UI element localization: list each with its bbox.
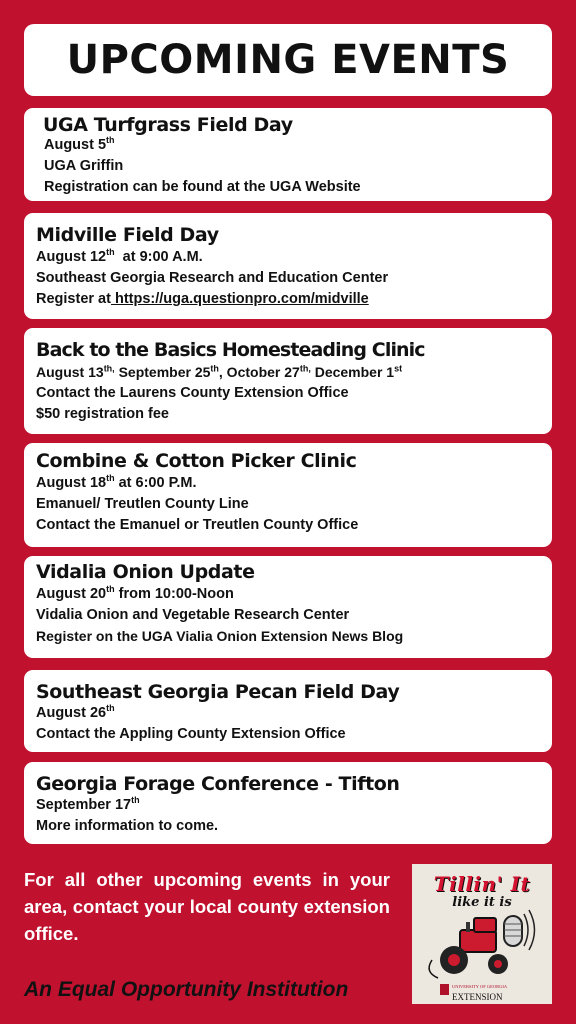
podcast-logo xyxy=(412,864,552,1004)
event-detail: Contact the Appling County Extension Office xyxy=(36,726,346,742)
event-date: August 20th from 10:00-Noon xyxy=(36,584,234,602)
page-title: UPCOMING EVENTS xyxy=(66,37,510,83)
event-title: Southeast Georgia Pecan Field Day xyxy=(36,681,400,703)
event-date: August 5th xyxy=(44,135,115,153)
event-card-homesteading xyxy=(24,328,552,434)
event-title: Midville Field Day xyxy=(36,224,219,246)
event-card-midville xyxy=(24,213,552,319)
event-date: August 18th at 6:00 P.M. xyxy=(36,473,197,491)
event-card-pecan xyxy=(24,670,552,752)
equal-opportunity-text: An Equal Opportunity Institution xyxy=(24,978,349,1001)
event-detail: Register on the UGA Vialia Onion Extension News Blog xyxy=(36,628,404,644)
event-detail: UGA Griffin xyxy=(44,158,124,174)
event-date: September 17th xyxy=(36,795,140,813)
event-detail: Southeast Georgia Research and Education Center xyxy=(36,270,389,286)
uga-extension-logo: UNIVERSITY OF GEORGIA EXTENSION xyxy=(452,984,508,1002)
register-link[interactable]: https://uga.questionpro.com/midville xyxy=(110,291,369,307)
footer-message: For all other upcoming events in your area, contact your local county extension office. xyxy=(24,869,390,944)
event-title: UGA Turfgrass Field Day xyxy=(43,114,293,136)
event-register: Register at https://uga.questionpro.com/midville xyxy=(36,291,369,307)
event-title: Georgia Forage Conference - Tifton xyxy=(36,773,400,795)
event-card-combine xyxy=(24,443,552,547)
event-title: Vidalia Onion Update xyxy=(36,561,255,583)
event-date: August 26th xyxy=(36,703,115,721)
logo-subtitle: like it is xyxy=(452,895,512,910)
event-date: August 12th at 9:00 A.M. xyxy=(36,247,203,265)
event-detail: Emanuel/ Treutlen County Line xyxy=(36,496,249,512)
title-banner xyxy=(24,24,552,96)
event-detail: Registration can be found at the UGA Website xyxy=(44,179,361,195)
event-detail: Contact the Laurens County Extension Office xyxy=(36,385,349,401)
event-card-vidalia xyxy=(24,556,552,658)
event-detail: Vidalia Onion and Vegetable Research Center xyxy=(36,607,350,623)
event-detail: Contact the Emanuel or Treutlen County Office xyxy=(36,517,359,533)
event-date: August $13^{th,}$ September 25th, October $27^{th,}$ December 1st xyxy=(36,363,403,380)
event-card-forage xyxy=(24,762,552,844)
event-card-turfgrass xyxy=(24,108,552,201)
uga-arch-icon xyxy=(440,984,449,995)
event-detail: More information to come. xyxy=(36,818,219,834)
event-title: Back to the Basics Homesteading Clinic xyxy=(36,339,425,361)
event-detail: $50 registration fee xyxy=(36,406,169,422)
event-title: Combine & Cotton Picker Clinic xyxy=(36,450,357,472)
logo-title: Tillin' It xyxy=(433,872,531,896)
